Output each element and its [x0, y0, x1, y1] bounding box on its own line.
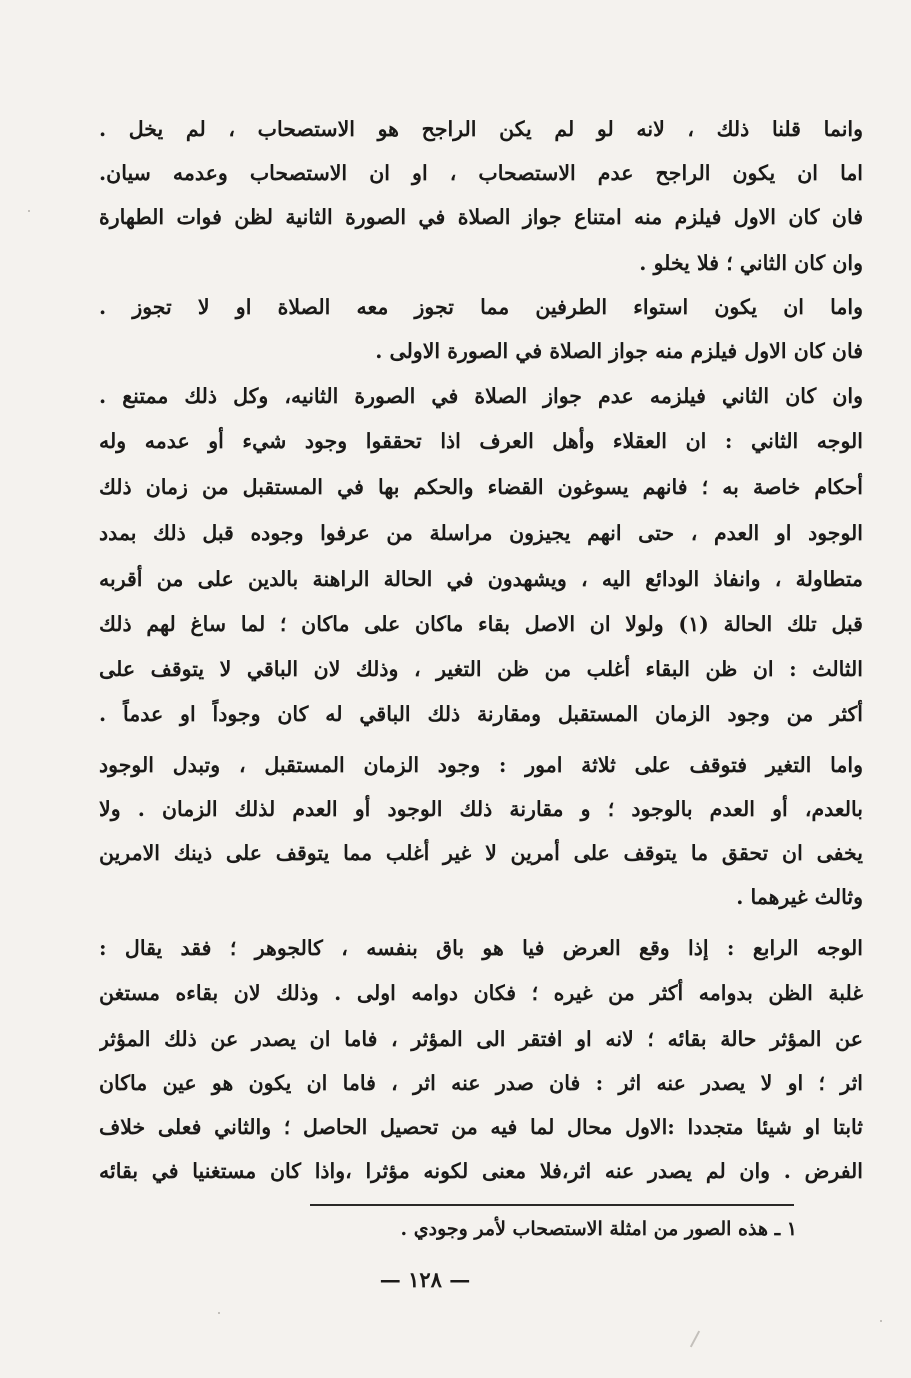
text-line: ثابتا او شيئا متجددا :الاول محال لما فيه من تحصيل الحاصل ؛ والثاني فعلى خلاف — [99, 1115, 863, 1139]
text-line: بالعدم، أو العدم بالوجود ؛ و مقارنة ذلك الوجود أو العدم لذلك الزمان . ولا — [99, 797, 863, 821]
text-line: وثالث غيرهما . — [736, 885, 863, 909]
paper-speck — [218, 1312, 220, 1314]
page-number: — ١٢٨ — — [379, 1267, 471, 1292]
text-line: الثالث : ان ظن البقاء أغلب من ظن التغير ، وذلك لان الباقي لا يتوقف على — [99, 657, 863, 681]
text-line: فان كان الاول فيلزم منه جواز الصلاة في الصورة الاولى . — [375, 339, 863, 363]
footnote-divider — [310, 1204, 794, 1206]
text-line: متطاولة ، وانفاذ الودائع اليه ، ويشهدون في الحالة الراهنة بالدين على من أقربه — [99, 567, 863, 591]
text-line: أكثر من وجود الزمان المستقبل ومقارنة ذلك الباقي له كان وجوداً او عدماً . — [99, 702, 863, 726]
text-line: الوجه الرابع : إذا وقع العرض فيا هو باق بنفسه ، كالجوهر ؛ فقد يقال : — [99, 936, 863, 960]
paper-speck — [880, 1320, 882, 1322]
paper-speck — [28, 210, 30, 212]
text-line: غلبة الظن بدوامه أكثر من غيره ؛ فكان دوامه اولى . وذلك لان بقاءه مستغن — [99, 981, 863, 1005]
text-line: اثر ؛ او لا يصدر عنه اثر : فان صدر عنه اثر ، فاما ان يكون هو عين ماكان — [99, 1071, 863, 1095]
text-line: قبل تلك الحالة (١) ولولا ان الاصل بقاء ماكان على ماكان ؛ لما ساغ لهم ذلك — [99, 612, 863, 636]
text-line: الوجه الثاني : ان العقلاء وأهل العرف اذا تحققوا وجود شيء أو عدمه وله — [99, 429, 863, 453]
text-line: الوجود او العدم ، حتى انهم يجيزون مراسلة من عرفوا وجوده قبل ذلك بمدد — [99, 521, 863, 545]
text-line: وان كان الثاني ؛ فلا يخلو . — [639, 251, 863, 275]
text-line: الفرض . وان لم يصدر عنه اثر،فلا معنى لكونه مؤثرا ،واذا كان مستغنيا في بقائه — [99, 1159, 863, 1183]
paper-speck — [690, 1331, 700, 1348]
text-line: وانما قلنا ذلك ، لانه لو لم يكن الراجح هو الاستصحاب ، لم يخل . — [99, 117, 863, 141]
text-line: اما ان يكون الراجح عدم الاستصحاب ، او ان الاستصحاب وعدمه سيان. — [99, 161, 863, 185]
text-line: واما التغير فتوقف على ثلاثة امور : وجود الزمان المستقبل ، وتبدل الوجود — [99, 753, 863, 777]
text-line: أحكام خاصة به ؛ فانهم يسوغون القضاء والحكم بها في المستقبل من زمان ذلك — [99, 475, 863, 499]
footnote: ١ ـ هذه الصور من امثلة الاستصحاب لأمر وجودي . — [400, 1218, 797, 1240]
text-line: واما ان يكون استواء الطرفين مما تجوز معه الصلاة او لا تجوز . — [99, 295, 863, 319]
text-line: عن المؤثر حالة بقائه ؛ لانه او افتقر الى المؤثر ، فاما ان يصدر عن ذلك المؤثر — [99, 1027, 863, 1051]
text-line: فان كان الاول فيلزم منه امتناع جواز الصلاة في الصورة الثانية لظن فوات الطهارة — [99, 205, 863, 229]
text-line: وان كان الثاني فيلزمه عدم جواز الصلاة في الصورة الثانيه، وكل ذلك ممتنع . — [99, 384, 863, 408]
text-line: يخفى ان تحقق ما يتوقف على أمرين لا غير أغلب مما يتوقف على ذينك الامرين — [99, 841, 863, 865]
